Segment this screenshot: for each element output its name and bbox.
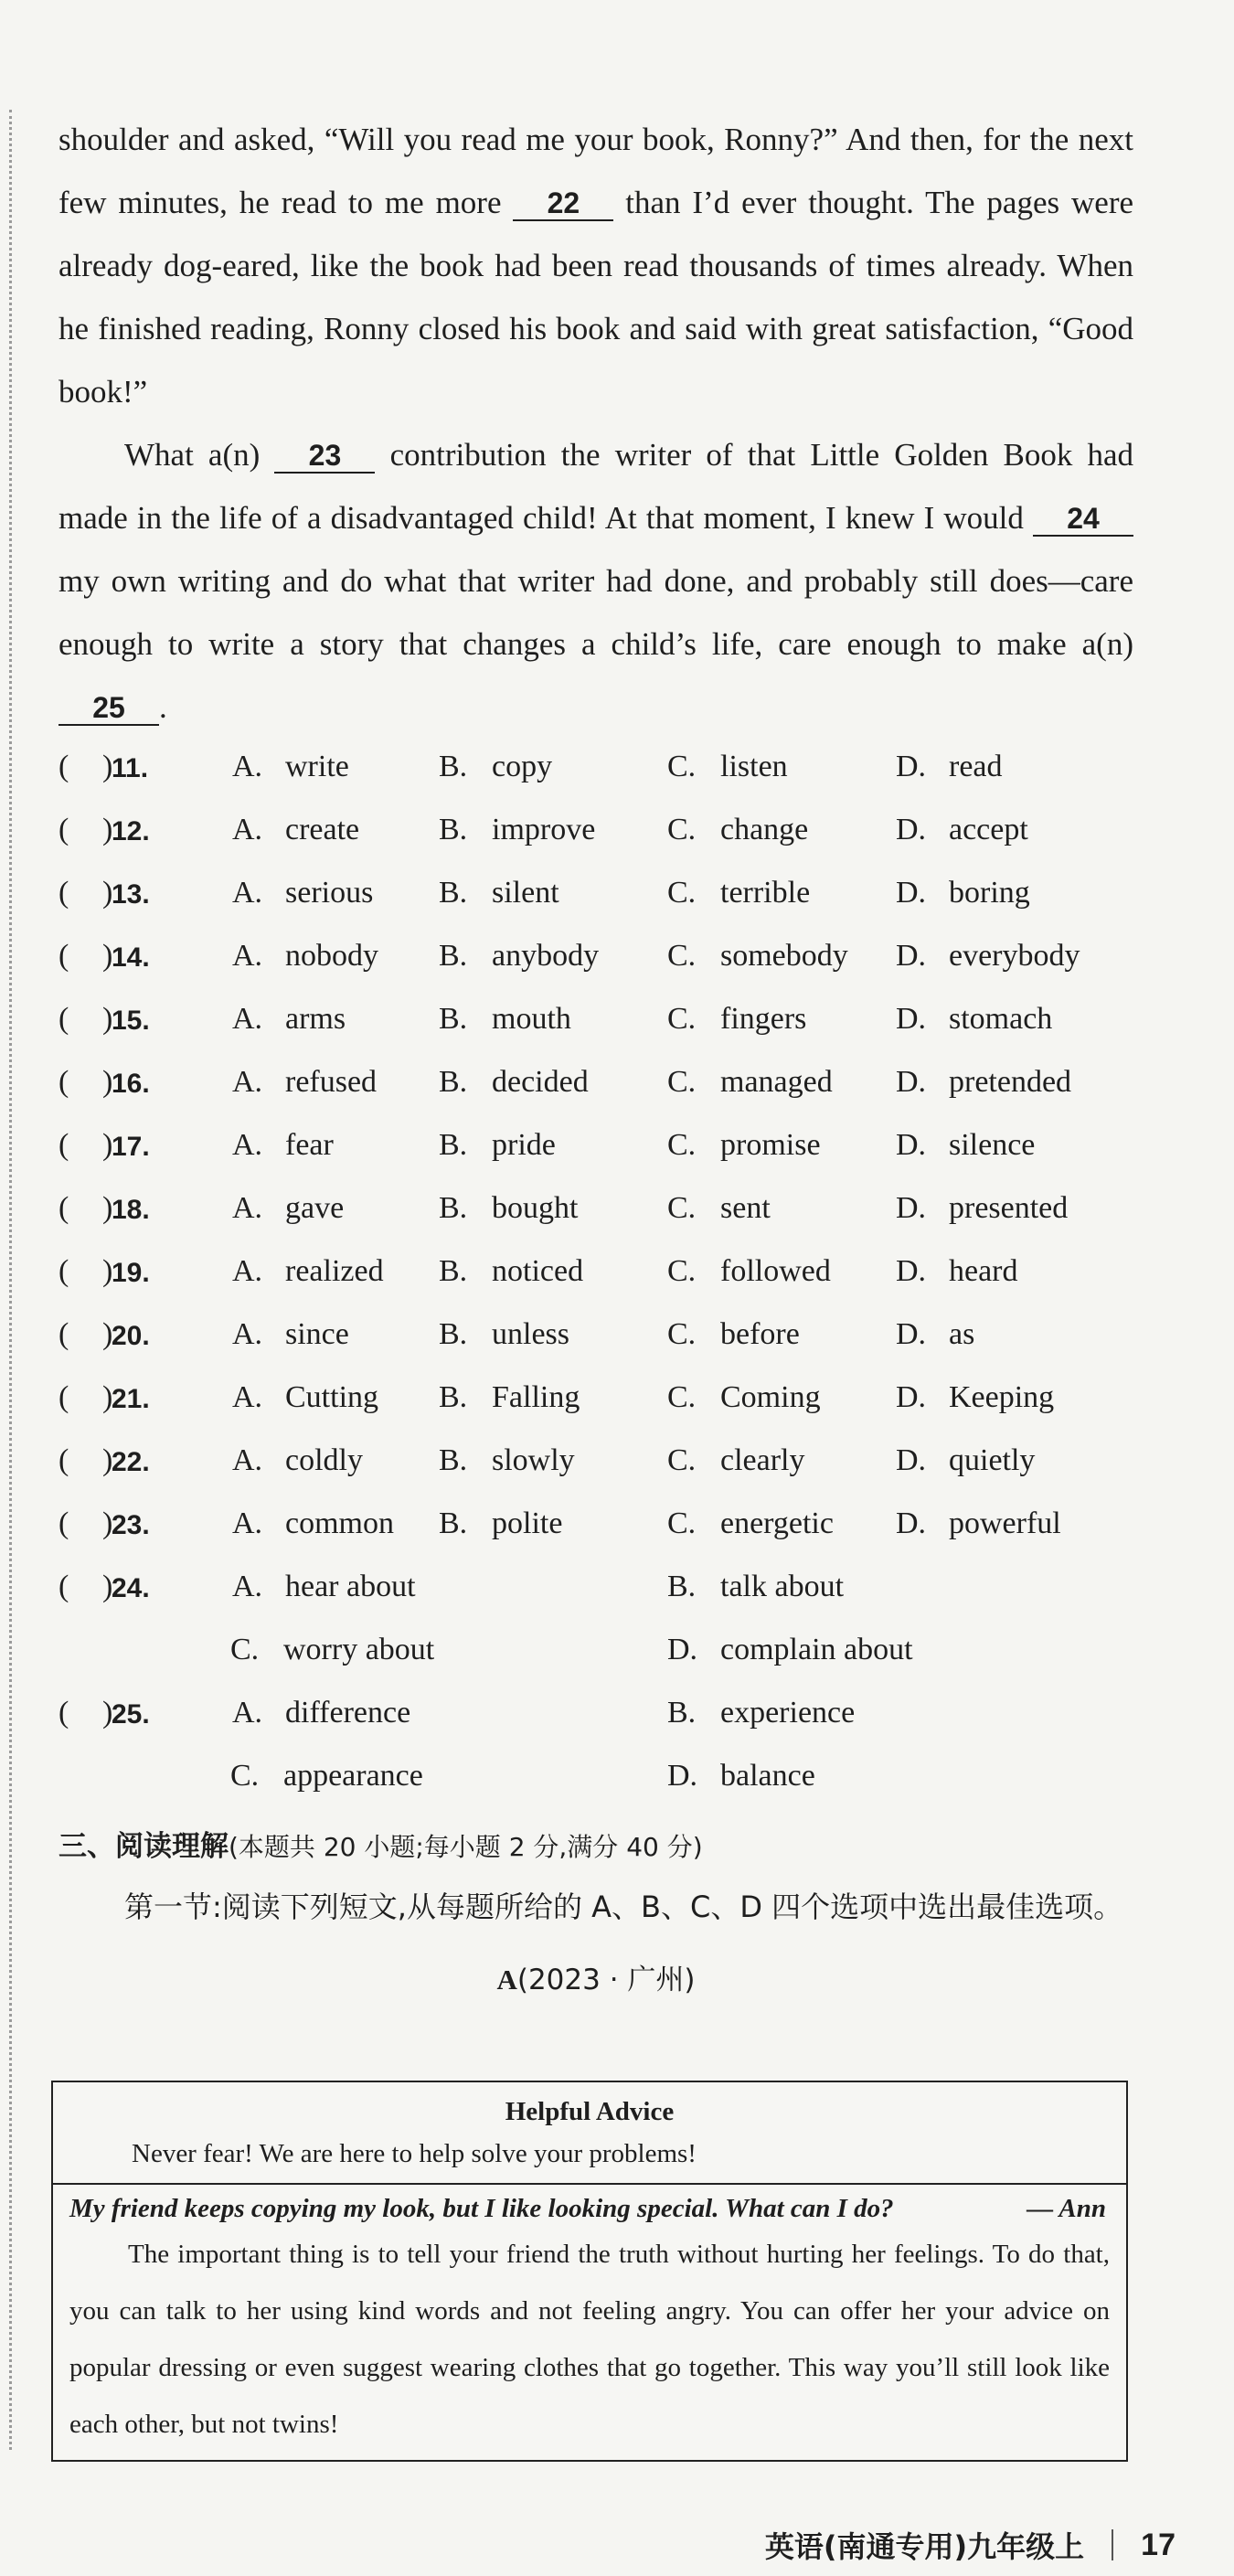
answer-bracket-close: ) <box>102 939 113 973</box>
option-text: Cutting <box>285 1380 379 1414</box>
question-number: 12. <box>112 816 150 846</box>
option-label: C. <box>667 1443 697 1477</box>
answer-bracket-close: ) <box>102 1570 113 1603</box>
option-label: A. <box>232 1002 263 1036</box>
option-label: B. <box>439 1191 468 1225</box>
option-b <box>439 1443 575 1478</box>
option-c <box>667 1317 800 1352</box>
option-d <box>896 1443 1035 1478</box>
option-text: nobody <box>285 939 378 973</box>
option-label: D. <box>896 813 927 846</box>
option-text: talk about <box>720 1570 845 1603</box>
option-label: C. <box>667 1002 697 1036</box>
option-text: gave <box>285 1191 345 1225</box>
option-label: C. <box>667 876 697 910</box>
option-c <box>667 1506 834 1541</box>
option-text: as <box>949 1317 975 1351</box>
option-label: C. <box>667 1065 697 1099</box>
option-label: A. <box>232 1191 263 1225</box>
answer-bracket-open: ( <box>59 876 69 910</box>
option-d <box>896 1254 1018 1289</box>
answer-bracket-open: ( <box>59 1002 69 1036</box>
question-row <box>59 1306 1133 1369</box>
option-text: managed <box>720 1065 833 1099</box>
passage-letter: A <box>496 1964 517 1996</box>
option-label: D. <box>896 1191 927 1225</box>
option-a <box>232 1506 394 1541</box>
passage-text: . <box>159 689 167 725</box>
option-label: C. <box>667 750 697 783</box>
option-d <box>896 813 1028 847</box>
option-label: B. <box>439 1443 468 1477</box>
option-c <box>667 813 808 847</box>
question-number: 23. <box>112 1510 150 1540</box>
option-d <box>896 939 1080 974</box>
option-d <box>896 1002 1052 1037</box>
option-label: B. <box>439 876 468 910</box>
blank-23: 23 <box>274 439 375 474</box>
option-text: mouth <box>492 1002 571 1036</box>
option-text: presented <box>949 1191 1069 1225</box>
option-a <box>232 876 373 910</box>
passage-paragraph-1 <box>59 108 1133 423</box>
option-text: serious <box>285 876 374 910</box>
question-row <box>59 1496 1133 1559</box>
option-text: coldly <box>285 1443 363 1477</box>
page-footer <box>765 2523 1175 2567</box>
option-text: anybody <box>492 939 600 973</box>
option-a <box>232 750 349 784</box>
answer-bracket-open: ( <box>59 1317 69 1351</box>
page-content <box>59 108 1133 2014</box>
option-c <box>667 1380 821 1415</box>
option-b <box>439 939 599 974</box>
question-number: 13. <box>112 879 150 910</box>
option-text: create <box>285 813 360 846</box>
option-text: decided <box>492 1065 589 1099</box>
option-text: refused <box>285 1065 378 1099</box>
option-label: C. <box>667 1254 697 1288</box>
option-b <box>439 813 595 847</box>
question-row-25-cd <box>59 1748 1133 1811</box>
question-number: 18. <box>112 1195 150 1225</box>
option-text: stomach <box>949 1002 1053 1036</box>
option-label: D. <box>667 1633 698 1666</box>
option-label: D. <box>896 1002 927 1036</box>
question-row <box>59 1054 1133 1117</box>
advice-box-title: Helpful Advice <box>505 2097 675 2126</box>
question-row <box>59 928 1133 991</box>
option-d <box>667 1759 815 1794</box>
option-label: B. <box>439 1128 468 1162</box>
question-row <box>59 991 1133 1054</box>
option-text: promise <box>720 1128 821 1162</box>
question-list <box>59 739 1133 1559</box>
margin-dotted-line <box>9 110 12 2450</box>
option-d <box>896 1128 1035 1163</box>
question-number: 11. <box>112 753 149 783</box>
option-text: before <box>720 1317 800 1351</box>
option-a <box>232 1317 349 1352</box>
option-label: B. <box>439 939 468 973</box>
answer-bracket-close: ) <box>102 1254 113 1288</box>
option-b <box>439 1506 562 1541</box>
option-text: experience <box>720 1696 856 1730</box>
option-text: copy <box>492 750 553 783</box>
question-number: 16. <box>112 1069 150 1099</box>
answer-bracket-close: ) <box>102 1065 113 1099</box>
option-label: A. <box>232 939 263 973</box>
footer-divider <box>1112 2529 1113 2560</box>
option-text: silent <box>492 876 559 910</box>
option-label: D. <box>896 1317 927 1351</box>
option-text: Keeping <box>949 1380 1055 1414</box>
advice-box-intro: Never fear! We are here to help solve your problems! <box>132 2139 697 2168</box>
option-text: complain about <box>720 1633 913 1666</box>
option-a <box>232 939 378 974</box>
blank-24: 24 <box>1033 502 1133 537</box>
passage-paragraph-2 <box>59 423 1133 739</box>
option-label: D. <box>896 1443 927 1477</box>
question-row-25 <box>59 1685 1133 1748</box>
option-label: C. <box>230 1759 260 1793</box>
answer-bracket-close: ) <box>102 1443 113 1477</box>
option-label: B. <box>667 1570 697 1603</box>
option-label: B. <box>439 1254 468 1288</box>
option-text: since <box>285 1317 349 1351</box>
option-text: worry about <box>283 1633 435 1666</box>
answer-bracket-close: ) <box>102 1696 113 1730</box>
option-a <box>232 1191 344 1226</box>
passage-text: contribution the writer of that Little Golden Book had made in the life of a disadvantaged child! At that moment, I knew I would <box>59 437 1134 536</box>
option-label: A. <box>232 876 263 910</box>
option-a <box>232 1254 384 1289</box>
question-number: 21. <box>112 1384 150 1414</box>
option-text: powerful <box>949 1506 1061 1540</box>
advice-question-text: My friend keeps copying my look, but I like looking special. What can I do? <box>69 2194 894 2223</box>
option-b <box>439 1254 583 1289</box>
option-b <box>667 1696 855 1730</box>
advice-question-author: — Ann <box>1027 2194 1106 2223</box>
option-text: difference <box>285 1696 411 1730</box>
option-b <box>439 1002 571 1037</box>
answer-bracket-close: ) <box>102 876 113 910</box>
advice-question <box>53 2185 1126 2226</box>
answer-bracket-open: ( <box>59 1443 69 1477</box>
question-row-24 <box>59 1559 1133 1622</box>
page-number: 17 <box>1141 2527 1175 2562</box>
option-b <box>439 1128 556 1163</box>
passage-text: shoulder and asked, “Will you read me your book, Ronny?” And then, for the next few minutes, he read to me more <box>59 122 1133 220</box>
option-text: bought <box>492 1191 579 1225</box>
option-text: realized <box>285 1254 384 1288</box>
option-b <box>439 876 559 910</box>
advice-box <box>51 2081 1128 2462</box>
question-number: 17. <box>112 1132 150 1162</box>
answer-bracket-close: ) <box>102 813 113 846</box>
option-b <box>439 1317 569 1352</box>
option-text: noticed <box>492 1254 584 1288</box>
option-label: D. <box>896 876 927 910</box>
option-label: B. <box>439 1002 468 1036</box>
option-c <box>667 750 788 784</box>
question-number: 22. <box>112 1447 150 1477</box>
answer-bracket-open: ( <box>59 813 69 846</box>
option-label: B. <box>439 750 468 783</box>
option-text: boring <box>949 876 1030 910</box>
option-text: quietly <box>949 1443 1036 1477</box>
option-label: D. <box>896 1254 927 1288</box>
option-text: hear about <box>285 1570 416 1603</box>
option-c <box>667 876 810 910</box>
answer-bracket-open: ( <box>59 750 69 783</box>
option-c <box>230 1633 434 1667</box>
question-row-24-cd <box>59 1622 1133 1685</box>
option-c <box>230 1759 423 1794</box>
question-row <box>59 1243 1133 1306</box>
option-text: somebody <box>720 939 848 973</box>
option-label: A. <box>232 813 263 846</box>
passage-source: (2023 · 广州) <box>516 1964 696 1996</box>
option-c <box>667 939 848 974</box>
option-a <box>232 1570 416 1604</box>
option-c <box>667 1128 821 1163</box>
option-text: appearance <box>283 1759 423 1793</box>
option-label: A. <box>232 1128 263 1162</box>
option-text: improve <box>492 813 596 846</box>
answer-bracket-open: ( <box>59 939 69 973</box>
option-label: A. <box>232 1380 263 1414</box>
option-text: arms <box>285 1002 346 1036</box>
option-label: B. <box>439 1506 468 1540</box>
option-text: unless <box>492 1317 569 1351</box>
answer-bracket-open: ( <box>59 1128 69 1162</box>
question-row <box>59 802 1133 865</box>
option-label: A. <box>232 1065 263 1099</box>
answer-bracket-close: ) <box>102 1380 113 1414</box>
passage-text: than I’d ever thought. The pages were already dog-eared, like the book had been read thousands of times already. When he finished reading, Ronny closed his book and said with great satisfaction, “Good book!” <box>59 185 1134 410</box>
option-label: B. <box>439 1065 468 1099</box>
answer-bracket-close: ) <box>102 1191 113 1225</box>
option-c <box>667 1065 833 1100</box>
answer-bracket-open: ( <box>59 1380 69 1414</box>
passage-title <box>59 1956 1133 1997</box>
option-label: D. <box>896 939 927 973</box>
option-d <box>896 1065 1071 1100</box>
option-text: followed <box>720 1254 831 1288</box>
option-text: write <box>285 750 349 783</box>
option-text: balance <box>720 1759 815 1793</box>
section-instruction: 第一节:阅读下列短文,从每题所给的 A、B、C、D 四个选项中选出最佳选项。 <box>124 1889 1123 1924</box>
option-text: common <box>285 1506 394 1540</box>
passage-text: my own writing and do what that writer had done, and probably still does—care enough to write a story that changes a child’s life, care enough to make a(n) <box>59 563 1133 662</box>
option-label: B. <box>439 813 468 846</box>
section-note: (本题共 20 小题;每小题 2 分,满分 40 分) <box>229 1832 703 1862</box>
option-label: C. <box>667 813 697 846</box>
advice-answer: The important thing is to tell your friend the truth without hurting her feelings. To do that, you can talk to her using kind words and not feeling angry. You can offer her your advice on popular dressing or even suggest wearing clothes that go together. This way you’ll still look like each other, but not twins! <box>69 2240 1110 2439</box>
question-row <box>59 1180 1133 1243</box>
option-label: B. <box>667 1696 697 1730</box>
option-text: terrible <box>720 876 811 910</box>
answer-bracket-close: ) <box>102 1506 113 1540</box>
question-row <box>59 1117 1133 1180</box>
question-number: 25. <box>112 1699 150 1730</box>
option-text: heard <box>949 1254 1018 1288</box>
option-text: sent <box>720 1191 771 1225</box>
question-number: 14. <box>112 942 150 973</box>
answer-bracket-open: ( <box>59 1191 69 1225</box>
option-label: B. <box>439 1380 468 1414</box>
option-d <box>896 1317 974 1352</box>
advice-box-header <box>53 2082 1126 2185</box>
option-label: D. <box>896 750 927 783</box>
option-label: A. <box>232 1696 263 1730</box>
option-b <box>439 1065 589 1100</box>
option-text: fingers <box>720 1002 807 1036</box>
option-text: silence <box>949 1128 1036 1162</box>
option-label: D. <box>896 1380 927 1414</box>
option-label: D. <box>896 1506 927 1540</box>
answer-bracket-open: ( <box>59 1506 69 1540</box>
answer-bracket-close: ) <box>102 1128 113 1162</box>
option-text: energetic <box>720 1506 834 1540</box>
option-a <box>232 1696 410 1730</box>
question-number: 19. <box>112 1258 150 1288</box>
question-row <box>59 1369 1133 1432</box>
option-label: A. <box>232 1254 263 1288</box>
option-label: A. <box>232 1506 263 1540</box>
section-title: 三、阅读理解 <box>59 1830 229 1863</box>
option-a <box>232 813 359 847</box>
option-c <box>667 1191 771 1226</box>
option-b <box>439 1191 578 1226</box>
option-label: D. <box>896 1128 927 1162</box>
option-label: A. <box>232 1317 263 1351</box>
option-label: C. <box>667 1191 697 1225</box>
question-row <box>59 865 1133 928</box>
option-a <box>232 1380 378 1415</box>
option-label: C. <box>667 1506 697 1540</box>
option-b <box>667 1570 844 1604</box>
option-d <box>667 1633 913 1667</box>
option-text: fear <box>285 1128 334 1162</box>
option-text: pride <box>492 1128 556 1162</box>
option-label: B. <box>439 1317 468 1351</box>
option-a <box>232 1443 363 1478</box>
option-label: C. <box>230 1633 260 1666</box>
option-a <box>232 1002 346 1037</box>
passage-text: What a(n) <box>124 437 275 473</box>
answer-bracket-open: ( <box>59 1254 69 1288</box>
option-text: read <box>949 750 1003 783</box>
answer-bracket-close: ) <box>102 1317 113 1351</box>
option-c <box>667 1254 831 1289</box>
option-text: change <box>720 813 809 846</box>
option-text: accept <box>949 813 1028 846</box>
book-title: 英语(南通专用)九年级上 <box>764 2529 1085 2564</box>
answer-bracket-open: ( <box>59 1065 69 1099</box>
answer-bracket-close: ) <box>102 1002 113 1036</box>
blank-25: 25 <box>59 691 159 726</box>
option-label: A. <box>232 1570 263 1603</box>
option-label: D. <box>896 1065 927 1099</box>
question-row <box>59 1432 1133 1496</box>
option-label: C. <box>667 1317 697 1351</box>
question-row <box>59 739 1133 802</box>
option-text: Coming <box>720 1380 821 1414</box>
option-d <box>896 1506 1061 1541</box>
option-a <box>232 1065 377 1100</box>
option-a <box>232 1128 334 1163</box>
question-number: 24. <box>112 1573 150 1603</box>
option-d <box>896 1380 1054 1415</box>
option-text: pretended <box>949 1065 1072 1099</box>
option-d <box>896 876 1030 910</box>
option-text: Falling <box>492 1380 580 1414</box>
option-label: A. <box>232 750 263 783</box>
option-d <box>896 1191 1068 1226</box>
section-heading <box>59 1818 1133 1876</box>
answer-bracket-open: ( <box>59 1570 69 1603</box>
option-label: A. <box>232 1443 263 1477</box>
answer-bracket-close: ) <box>102 750 113 783</box>
option-c <box>667 1002 806 1037</box>
option-label: C. <box>667 1128 697 1162</box>
option-d <box>896 750 1003 784</box>
option-text: clearly <box>720 1443 805 1477</box>
option-label: D. <box>667 1759 698 1793</box>
option-b <box>439 750 552 784</box>
option-text: everybody <box>949 939 1080 973</box>
option-text: slowly <box>492 1443 575 1477</box>
option-text: listen <box>720 750 788 783</box>
option-b <box>439 1380 580 1415</box>
option-text: polite <box>492 1506 563 1540</box>
answer-bracket-open: ( <box>59 1696 69 1730</box>
option-label: C. <box>667 939 697 973</box>
question-number: 20. <box>112 1321 150 1351</box>
option-c <box>667 1443 805 1478</box>
option-label: C. <box>667 1380 697 1414</box>
question-number: 15. <box>112 1006 150 1036</box>
blank-22: 22 <box>513 186 613 221</box>
